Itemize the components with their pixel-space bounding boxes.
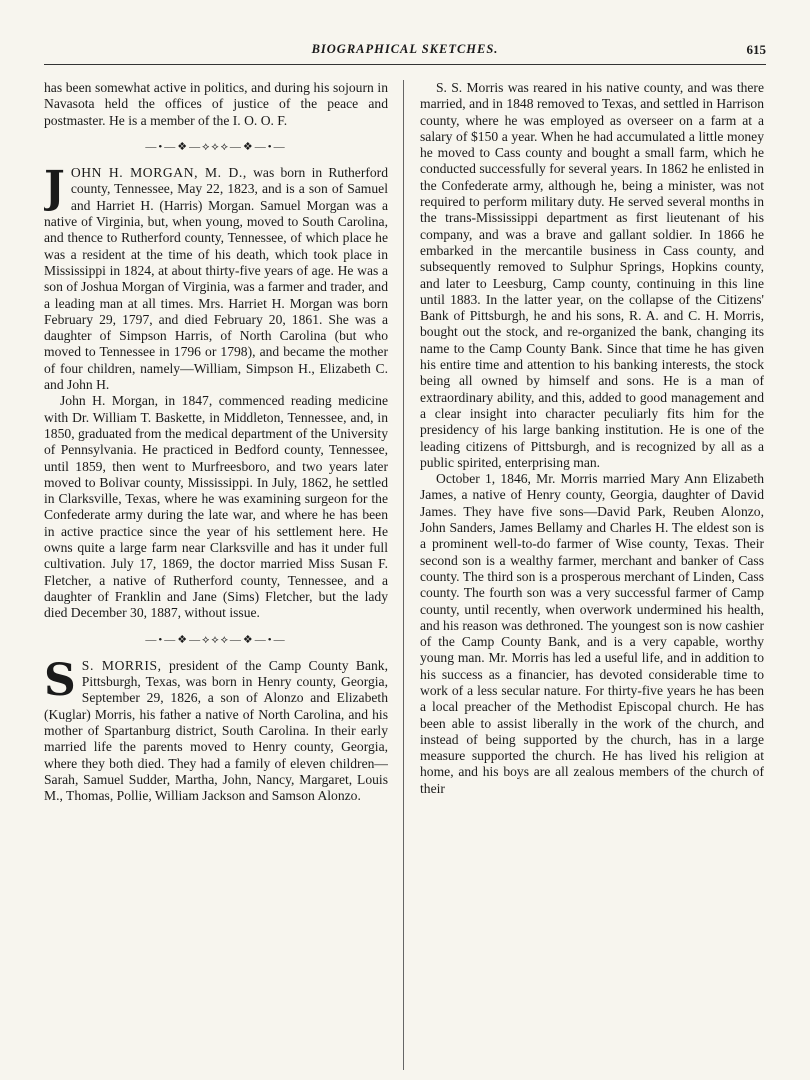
morris-bio-paragraph-2: S. S. Morris was reared in his native county, and was there married, and in 1848 removed to Texas, and settled in Harrison county, where he was employed as overseer on a farm at a salary of $150 a year. When he had accumulated a little money he moved to Cass county and bought a small farm, which he conducted successfully for several years. In 1862 he enlisted in the Confederate army, although he, being a minister, was not required to perform military duty. He served several months in the trans-Mississippi department as first lieutenant of his company, and was a brave and gallant soldier. In 1866 he embarked in the mercantile business in Cass county, and subsequently removed to Sulphur Springs, Hopkins county, and later to Leesburg, Camp county, continuing in this line until 1883. In the latter year, on the collapse of the Citizens' Bank of Pittsburgh, he and his sons, R. A. and C. H. Morris, bought out the stock, and re-organized the bank, changing its name to the Camp County Bank. Since that time he has given his entire time and attention to his banking interests, the stock being all owned by himself and sons. He is a man of extraordinary ability, and this, added to good management and a clear insight into character peculiarly fits him for the presidency of his large banking institution. He is one of the leading citizens of Pittsburgh, and is recognized by all as a public spirited, enterprising man. (420, 80, 764, 470)
continued-paragraph: has been somewhat active in politics, and during his sojourn in Navasota held the offices of justice of the peace and postmaster. He is a member of the I. O. O. F. (44, 80, 388, 128)
page-number: 615 (746, 42, 766, 57)
morgan-bio-paragraph-2: John H. Morgan, in 1847, commenced reading medicine with Dr. William T. Baskette, in Middleton, Tennessee, and, in 1850, graduated from the medical department of the University of Pennsylvania. He practiced in Bedford county, Tennessee, until 1859, then went to Murfreesboro, and two years later moved to Bolivar county, Mississippi. In July, 1862, he settled in Clarksville, Texas, where he was examining surgeon for the Confederate army during the late war, and where he has been in active practice since the year of his settlement here. He owns quite a large farm near Clarksville and has it under full cultivation. July 17, 1869, the doctor married Miss Susan F. Fletcher, a native of Rutherford county, Tennessee, and a daughter of Franklin and Jane (Sims) Fletcher, but the lady died December 30, 1887, without issue. (44, 393, 388, 621)
morris-bio-paragraph-3: October 1, 1846, Mr. Morris married Mary Ann Elizabeth James, a native of Henry county, Georgia, daughter of David James. They have five sons—David Park, Reuben Alonzo, John Sanders, James Bellamy and Charles H. The eldest son is a prominent well-to-do farmer of Wise county, Texas. Their second son is a wealthy farmer, merchant and banker of Cass county. The third son is a prosperous merchant of Linden, Cass county. The fourth son was a very successful farmer of Camp county, until recently, when overwork undermined his health, and his reason was dethroned. The youngest son is now cashier of the Camp County Bank, and is a very capable, worthy young man. Mr. Morris has led a useful life, and in addition to his success as a financier, has devoted considerable time to work of a less secular nature. For thirty-five years he has been a local preacher of the Methodist Episcopal church. He has been able to assist liberally in the work of the church, and instead of being supported by the church, has in a large measure supported the church. He has lived his religion at home, and his boys are all zealous members of the church of their (420, 471, 764, 796)
section-divider-ornament: —•—❖—⟡⟡⟡—❖—•— (145, 140, 287, 153)
section-divider-ornament: —•—❖—⟡⟡⟡—❖—•— (145, 633, 287, 646)
morgan-paragraph-1-text: was born in Rutherford county, Tennessee, May 22, 1823, and is a son of Samuel and Harriet H. (Harris) Morgan. Samuel Morgan was a native of Virginia, but, when young, moved to South Carolina, and thence to Rutherford county, Tennessee, of which place he was a resident at the time of his death, which took place in Mississippi in 1824, at about thirty-five years of age. He was a son of Joshua Morgan of Virginia, was a farmer and trader, and a leading man at all times. Mrs. Harriet H. Morgan was born February 29, 1797, and died February 20, 1861. She was a daughter of Simpson Harris, of North Carolina (but who moved to Tennessee in 1796 or 1798), and became the mother of four children, namely—William, Simpson H., Elizabeth C. and John H. (44, 165, 388, 393)
morris-bio-paragraph-1 (44, 654, 388, 805)
running-title: BIOGRAPHICAL SKETCHES. (311, 42, 499, 56)
drop-cap-s: S (44, 654, 76, 706)
right-column (420, 80, 764, 1070)
left-column (44, 80, 388, 1070)
morris-lead-name: S. MORRIS, (81, 657, 162, 673)
morgan-bio-paragraph-1 (44, 162, 388, 393)
morgan-lead-name: OHN H. MORGAN, M. D., (70, 165, 247, 181)
column-rule (403, 80, 404, 1070)
morris-paragraph-1-text: president of the Camp County Bank, Pittsburgh, Texas, was born in Henry county, Georgia, September 29, 1826, a son of Alonzo and Elizabeth (Kuglar) Morris, his father a native of North Carolina, and his mother of Spartanburg district, South Carolina. In their early married life the parents moved to Henry county, Georgia, where they both died. They had a family of eleven children—Sarah, Samuel Sudder, Martha, John, Nancy, Margaret, Louis M., Thomas, Pollie, William Jackson and Samson Alonzo. (44, 657, 388, 804)
page-header (44, 38, 766, 65)
drop-cap-j: J (44, 162, 65, 214)
